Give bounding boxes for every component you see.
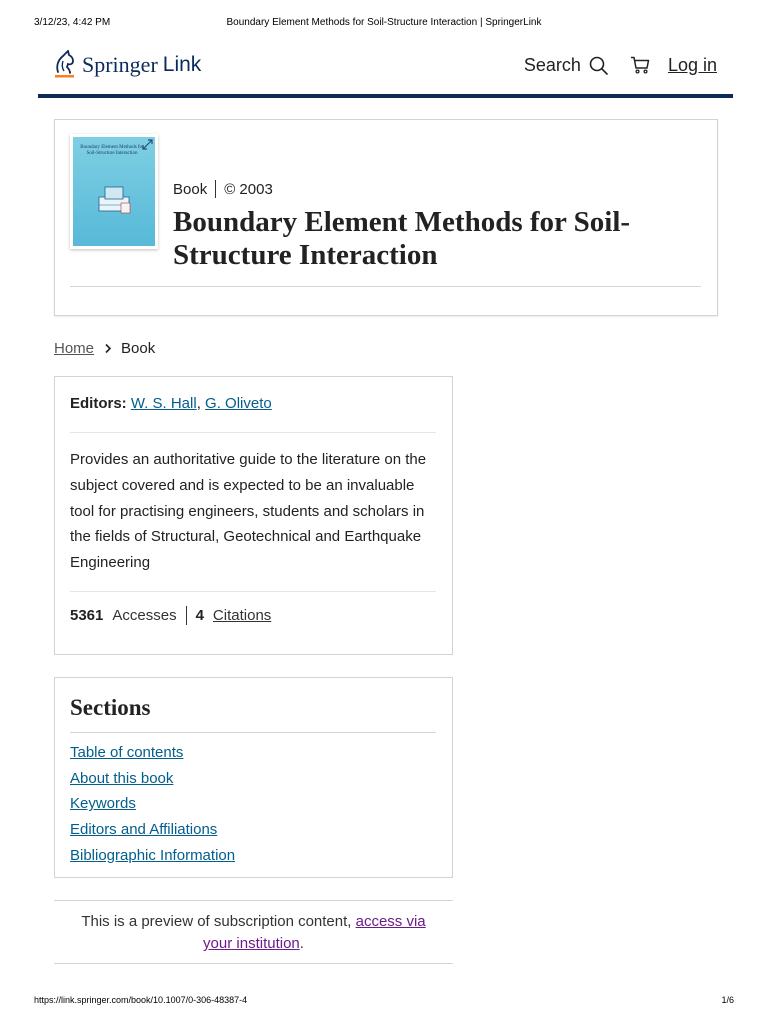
breadcrumb-current: Book — [121, 340, 156, 357]
book-cover-image — [73, 137, 155, 246]
institution-access-link[interactable]: access via your institution — [203, 913, 426, 952]
search-button[interactable] — [524, 55, 608, 76]
top-nav — [524, 52, 717, 78]
editor-link-oliveto[interactable]: G. Oliveto — [205, 395, 272, 412]
section-link-editors-affiliations[interactable]: Editors and Affiliations — [70, 821, 218, 839]
book-info-card — [54, 376, 453, 655]
print-datetime: 3/12/23, 4:42 PM — [34, 17, 111, 28]
print-header — [34, 17, 734, 31]
print-doc-title: Boundary Element Methods for Soil-Structure Interaction | SpringerLink — [226, 17, 542, 28]
book-meta — [173, 180, 273, 198]
subscription-preview-notice — [54, 900, 453, 964]
list-item — [70, 817, 235, 843]
section-link-keywords[interactable]: Keywords — [70, 795, 136, 813]
metrics-divider — [186, 606, 187, 625]
cover-title-text: Boundary Element Methods for Soil-Structure Interaction — [80, 145, 144, 156]
breadcrumb-home-link[interactable]: Home — [54, 340, 95, 357]
divider — [70, 732, 436, 733]
accesses-label: Accesses — [112, 607, 177, 624]
chevron-right-icon — [104, 343, 112, 354]
divider — [70, 432, 436, 433]
editor-link-hall[interactable]: W. S. Hall — [130, 395, 197, 412]
breadcrumb — [54, 340, 155, 357]
list-item — [70, 843, 235, 869]
list-item — [70, 766, 235, 792]
search-label: Search — [523, 54, 581, 75]
list-item — [70, 740, 235, 766]
print-url: https://link.springer.com/book/10.1007/0-306-48387-4 — [34, 995, 248, 1005]
logo-link-text: Link — [162, 53, 202, 76]
sections-title: Sections — [70, 695, 151, 720]
login-link[interactable]: Log in — [667, 54, 717, 75]
site-header — [38, 44, 733, 98]
citations-link[interactable]: Citations — [212, 607, 272, 624]
editors — [70, 395, 272, 412]
list-item — [70, 791, 235, 817]
book-header-card — [54, 119, 718, 316]
book-description: Provides an authoritative guide to the literature on the subject covered and is expected to be an invaluable tool for practising engineers, students and scholars in the fields of Structural, Geotechnical and Earthquake Engineering — [70, 451, 427, 572]
section-link-table-of-contents[interactable]: Table of contents — [70, 744, 184, 761]
search-icon — [589, 56, 608, 75]
print-page-number: 1/6 — [721, 995, 734, 1005]
metrics — [70, 606, 271, 625]
sections-card — [54, 677, 453, 878]
editors-label: Editors: — [70, 395, 127, 412]
book-title: Boundary Element Methods for Soil-Structure Interaction — [173, 206, 631, 271]
book-copyright: © 2003 — [224, 180, 273, 198]
section-link-bibliographic-information[interactable]: Bibliographic Information — [70, 846, 236, 864]
cart-icon — [630, 56, 650, 74]
citations-count: 4 — [195, 607, 204, 624]
book-type: Book — [173, 180, 208, 198]
springerlink-logo[interactable] — [52, 48, 201, 82]
cover-illustration — [95, 183, 133, 217]
editor-separator: , — [196, 395, 206, 412]
book-cover[interactable] — [70, 134, 158, 249]
meta-divider — [215, 180, 216, 198]
cart-button[interactable] — [630, 56, 650, 74]
print-footer — [34, 995, 734, 1009]
preview-end: . — [299, 935, 304, 952]
section-links — [70, 740, 235, 869]
section-link-about-this-book[interactable]: About this book — [70, 769, 174, 787]
divider — [70, 286, 701, 287]
springer-horse-icon — [52, 50, 78, 80]
divider — [70, 591, 436, 592]
expand-icon[interactable] — [142, 139, 153, 150]
preview-text: This is a preview of subscription content, — [81, 913, 356, 930]
accesses-count: 5361 — [70, 607, 104, 624]
logo-springer-text: Springer — [82, 52, 158, 77]
